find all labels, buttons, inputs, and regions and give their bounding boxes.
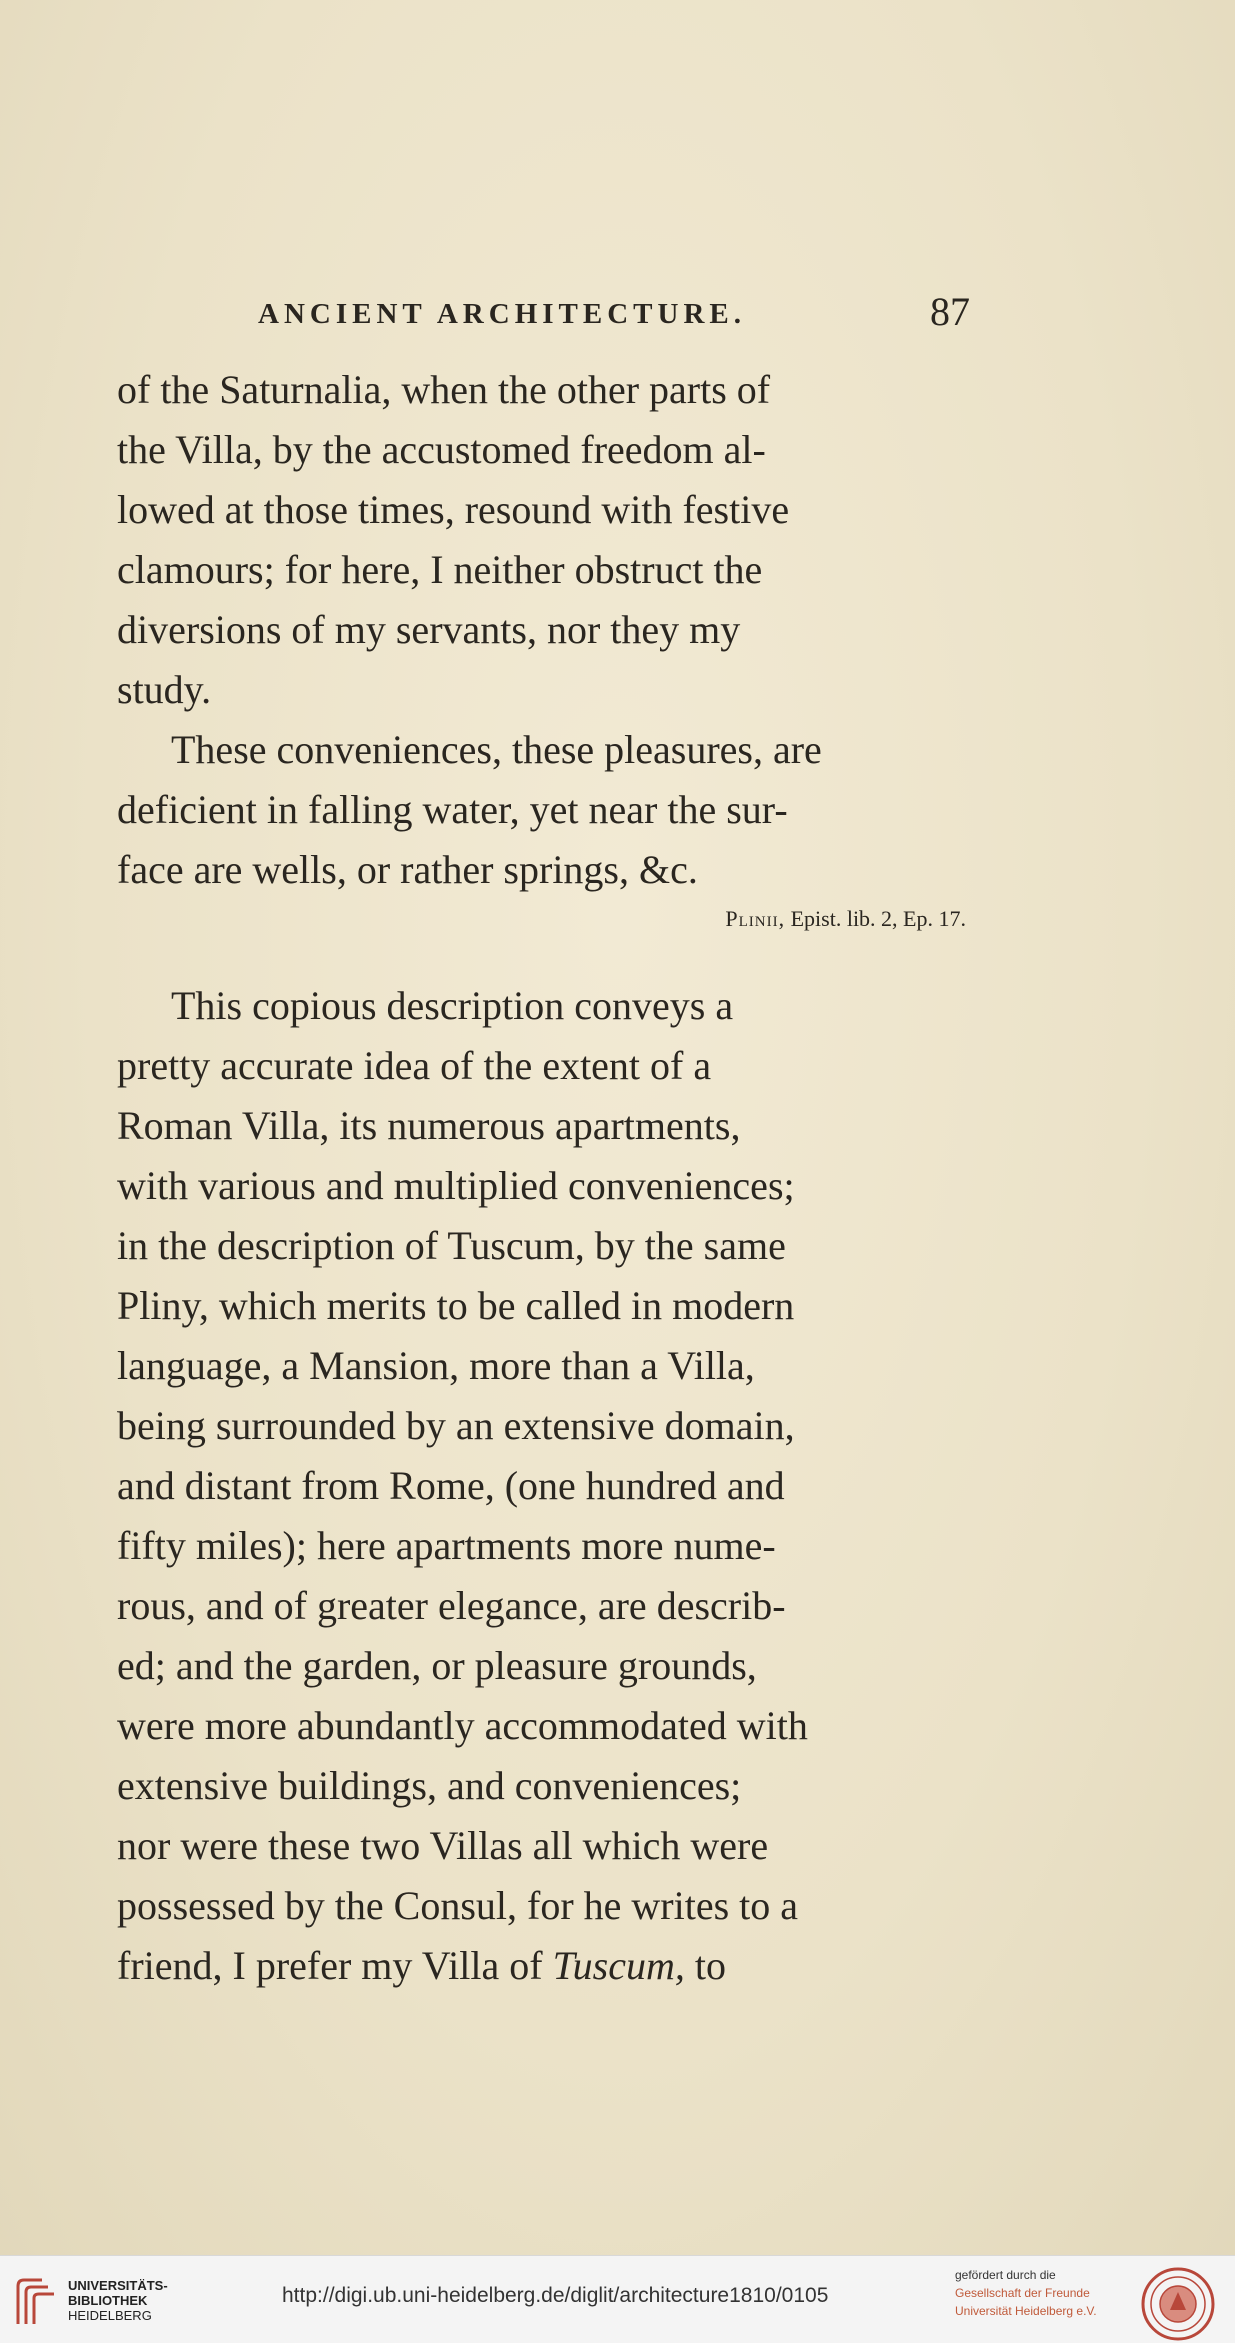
text-line: rous, and of greater elegance, are describ- <box>117 1583 786 1628</box>
text-line: ed; and the garden, or pleasure grounds, <box>117 1643 757 1688</box>
text-line: face are wells, or rather springs, &c. <box>117 847 698 892</box>
library-name <box>68 2278 168 2323</box>
citation-ref: Epist. lib. 2, Ep. 17. <box>790 906 966 931</box>
text-line: Pliny, which merits to be called in modern <box>117 1283 795 1328</box>
permalink-url[interactable]: http://digi.ub.uni-heidelberg.de/diglit/architecture1810/0105 <box>282 2284 829 2307</box>
text-fragment: friend, I prefer my Villa of <box>117 1943 553 1988</box>
text-line: diversions of my servants, nor they my <box>117 607 741 652</box>
paragraph-1 <box>117 360 972 720</box>
page-number: 87 <box>930 289 970 334</box>
text-line: possessed by the Consul, for he writes to a <box>117 1883 799 1928</box>
text-line: pretty accurate idea of the extent of a <box>117 1043 712 1088</box>
body-text <box>117 360 972 1996</box>
text-line: fifty miles); here apartments more nume- <box>117 1523 776 1568</box>
running-head <box>258 288 978 338</box>
university-seal-icon <box>1140 2266 1216 2342</box>
text-line: in the description of Tuscum, by the same <box>117 1223 786 1268</box>
funding-note <box>955 2266 1097 2320</box>
text-line: the Villa, by the accustomed freedom al- <box>117 427 766 472</box>
text-line: These conveniences, these pleasures, are <box>171 727 822 772</box>
text-line: lowed at those times, resound with festive <box>117 487 790 532</box>
text-line: clamours; for here, I neither obstruct the <box>117 547 763 592</box>
text-line: extensive buildings, and conveniences; <box>117 1763 742 1808</box>
paragraph-3 <box>117 976 972 1996</box>
funder-name: Universität Heidelberg e.V. <box>955 2304 1097 2318</box>
text-line: of the Saturnalia, when the other parts of <box>117 367 771 412</box>
text-line: and distant from Rome, (one hundred and <box>117 1463 785 1508</box>
university-library-logo-icon <box>12 2276 58 2328</box>
text-line: Roman Villa, its numerous apartments, <box>117 1103 741 1148</box>
text-line-last <box>117 1943 726 1988</box>
citation <box>117 904 972 934</box>
text-line: language, a Mansion, more than a Villa, <box>117 1343 755 1388</box>
text-line: study. <box>117 667 212 712</box>
library-name-line: HEIDELBERG <box>68 2308 152 2323</box>
text-line: being surrounded by an extensive domain, <box>117 1403 795 1448</box>
funder-name: Gesellschaft der Freunde <box>955 2286 1090 2300</box>
running-title: ANCIENT ARCHITECTURE. <box>258 298 746 330</box>
funded-by-label: gefördert durch die <box>955 2268 1056 2282</box>
citation-author: Plinii, <box>725 906 786 931</box>
text-line: deficient in falling water, yet near the sur- <box>117 787 788 832</box>
italic-place-name: Tuscum, <box>552 1943 685 1988</box>
text-line: with various and multiplied conveniences; <box>117 1163 795 1208</box>
text-line: This copious description conveys a <box>171 983 734 1028</box>
paragraph-2 <box>117 720 972 900</box>
text-fragment: to <box>684 1943 726 1988</box>
library-name-line: UNIVERSITÄTS- <box>68 2278 168 2293</box>
text-line: were more abundantly accommodated with <box>117 1703 808 1748</box>
text-line: nor were these two Villas all which were <box>117 1823 769 1868</box>
library-name-line: BIBLIOTHEK <box>68 2293 148 2308</box>
footer-bar <box>0 2255 1235 2343</box>
